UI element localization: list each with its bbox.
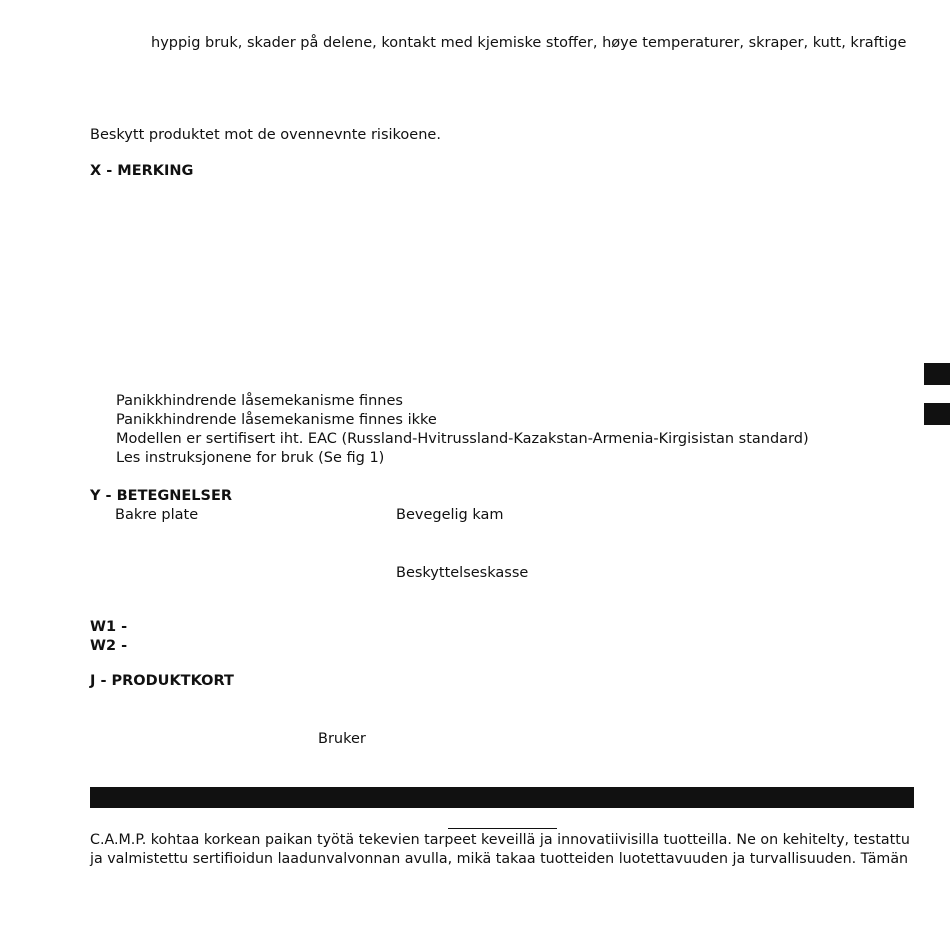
marking-item: Panikkhindrende låsemekanisme finnes ikke <box>116 412 437 428</box>
top-text-line: hyppig bruk, skader på delene, kontakt med kjemiske stoffer, høye temperaturer, skraper, kutt, kraftige <box>151 35 907 51</box>
w2-label: W2 - <box>90 638 128 654</box>
designations-heading: Y - BETEGNELSER <box>90 488 233 504</box>
designation-left-item: Bakre plate <box>115 507 199 523</box>
protect-text: Beskytt produktet mot de ovennevnte risikoene. <box>90 127 441 143</box>
finnish-text-line: C.A.M.P. kohtaa korkean paikan työtä tekevien tarpeet keveillä ja innovatiivisilla tuotteilla. Ne on kehitelty, testattu <box>90 832 910 848</box>
w1-label: W1 - <box>90 619 128 635</box>
side-tab-marker <box>924 363 950 385</box>
user-label: Bruker <box>318 731 366 747</box>
product-card-heading: J - PRODUKTKORT <box>90 673 234 689</box>
designation-right-item: Bevegelig kam <box>396 507 504 523</box>
side-tab-marker <box>924 403 950 425</box>
underline-rule <box>448 828 557 829</box>
marking-item: Modellen er sertifisert iht. EAC (Russland-Hvitrussland-Kazakstan-Armenia-Kirgisistan standard) <box>116 431 809 447</box>
marking-heading: X - MERKING <box>90 163 194 179</box>
finnish-text-line: ja valmistettu sertifioidun laadunvalvonnan avulla, mikä takaa tuotteiden luotettavuuden ja turvallisuuden. Tämän <box>90 851 909 867</box>
designation-right-item: Beskyttelseskasse <box>396 565 529 581</box>
marking-item: Les instruksjonene for bruk (Se fig 1) <box>116 450 385 466</box>
section-divider-bar <box>90 787 914 808</box>
marking-item: Panikkhindrende låsemekanisme finnes <box>116 393 403 409</box>
